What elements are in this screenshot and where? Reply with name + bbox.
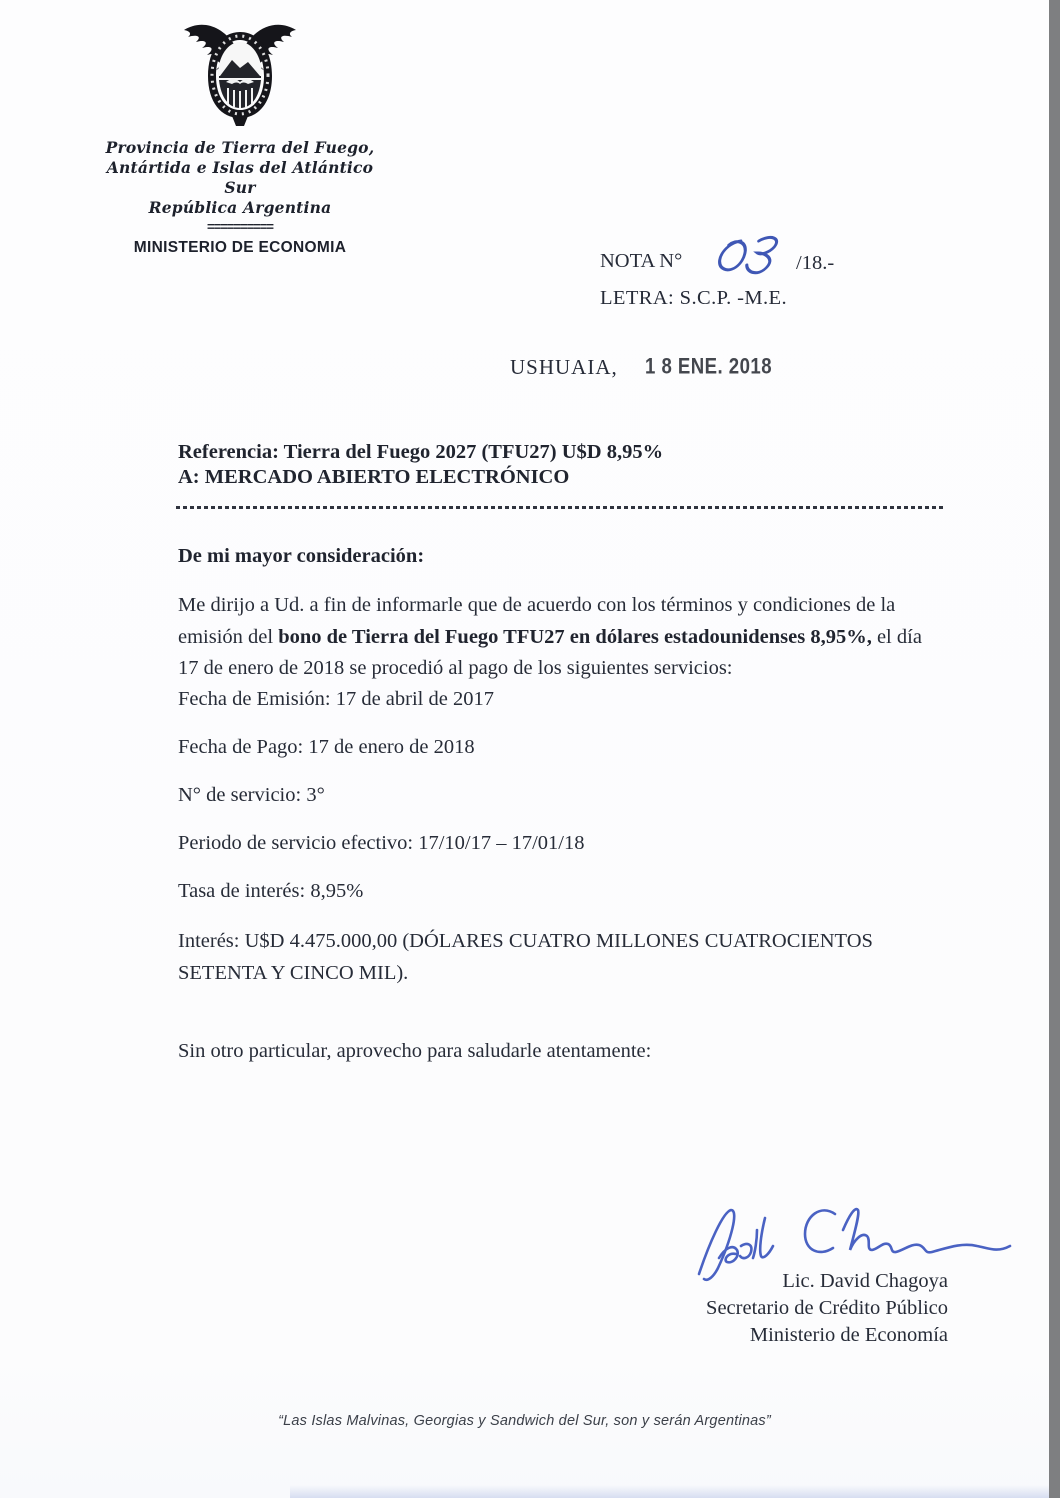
- reference-line-1: Referencia: Tierra del Fuego 2027 (TFU27) U$D 8,95%: [178, 441, 664, 463]
- closing-line: Sin otro particular, aprovecho para saludarle atentamente:: [178, 1040, 652, 1062]
- handwritten-nota-number: [703, 232, 787, 282]
- intro-paragraph: [178, 590, 946, 685]
- coat-of-arms-icon: [176, 18, 304, 130]
- salutation: De mi mayor consideración:: [178, 545, 425, 567]
- reference-line-2: A: MERCADO ABIERTO ELECTRÓNICO: [178, 466, 570, 488]
- intro-paragraph-bold: bono de Tierra del Fuego TFU27 en dólares estadounidenses 8,95%,: [278, 625, 872, 648]
- province-line-1: Provincia de Tierra del Fuego,: [105, 138, 375, 157]
- service-line-payment-date: Fecha de Pago: 17 de enero de 2018: [178, 736, 475, 758]
- service-line-interest-rate: Tasa de interés: 8,95%: [178, 880, 364, 902]
- date-stamp: 1 8 ENE. 2018: [645, 354, 773, 379]
- intro-paragraph-end: el día 17 de enero de 2018 se procedió al pago de los siguientes servicios:: [178, 625, 922, 679]
- signatory-name: Lic. David Chagoya: [782, 1270, 948, 1292]
- nota-label: NOTA N°: [600, 250, 683, 272]
- city-label: USHUAIA,: [510, 355, 618, 379]
- intro-paragraph-start: Me dirijo a Ud. a fin de informarle que de acuerdo con los términos y condiciones de la emisión del: [178, 594, 896, 648]
- service-line-effective-period: Periodo de servicio efectivo: 17/10/17 – 17/01/18: [178, 832, 585, 854]
- signatory-title: Secretario de Crédito Público: [706, 1297, 948, 1319]
- letra-line: LETRA: S.C.P. -M.E.: [600, 287, 787, 309]
- signatory-block: [560, 1268, 948, 1349]
- dateline: [510, 355, 782, 380]
- letterhead-divider: ==========: [207, 219, 273, 234]
- service-line-service-number: N° de servicio: 3°: [178, 784, 325, 806]
- province-line-2: Antártida e Islas del Atlántico Sur: [106, 158, 374, 197]
- service-line-interest-amount: Interés: U$D 4.475.000,00 (DÓLARES CUATRO MILLONES CUATROCIENTOS SETENTA Y CINCO MIL).: [178, 930, 873, 984]
- nota-year-suffix: /18.-: [796, 252, 835, 274]
- scan-bottom-tint: [290, 1485, 1049, 1498]
- scan-edge-strip: [1049, 0, 1060, 1498]
- letterhead: [100, 18, 380, 257]
- ministry-name: MINISTERIO DE ECONOMIA: [133, 239, 347, 256]
- reference-block: [178, 440, 663, 490]
- dotted-divider: [176, 506, 946, 509]
- province-line-3: República Argentina: [148, 198, 332, 217]
- signatory-org: Ministerio de Economía: [749, 1324, 948, 1346]
- nota-number-row: [600, 250, 835, 274]
- service-line-emission-date: Fecha de Emisión: 17 de abril de 2017: [178, 688, 494, 710]
- footer-quote: “Las Islas Malvinas, Georgias y Sandwich del Sur, son y serán Argentinas”: [278, 1413, 771, 1429]
